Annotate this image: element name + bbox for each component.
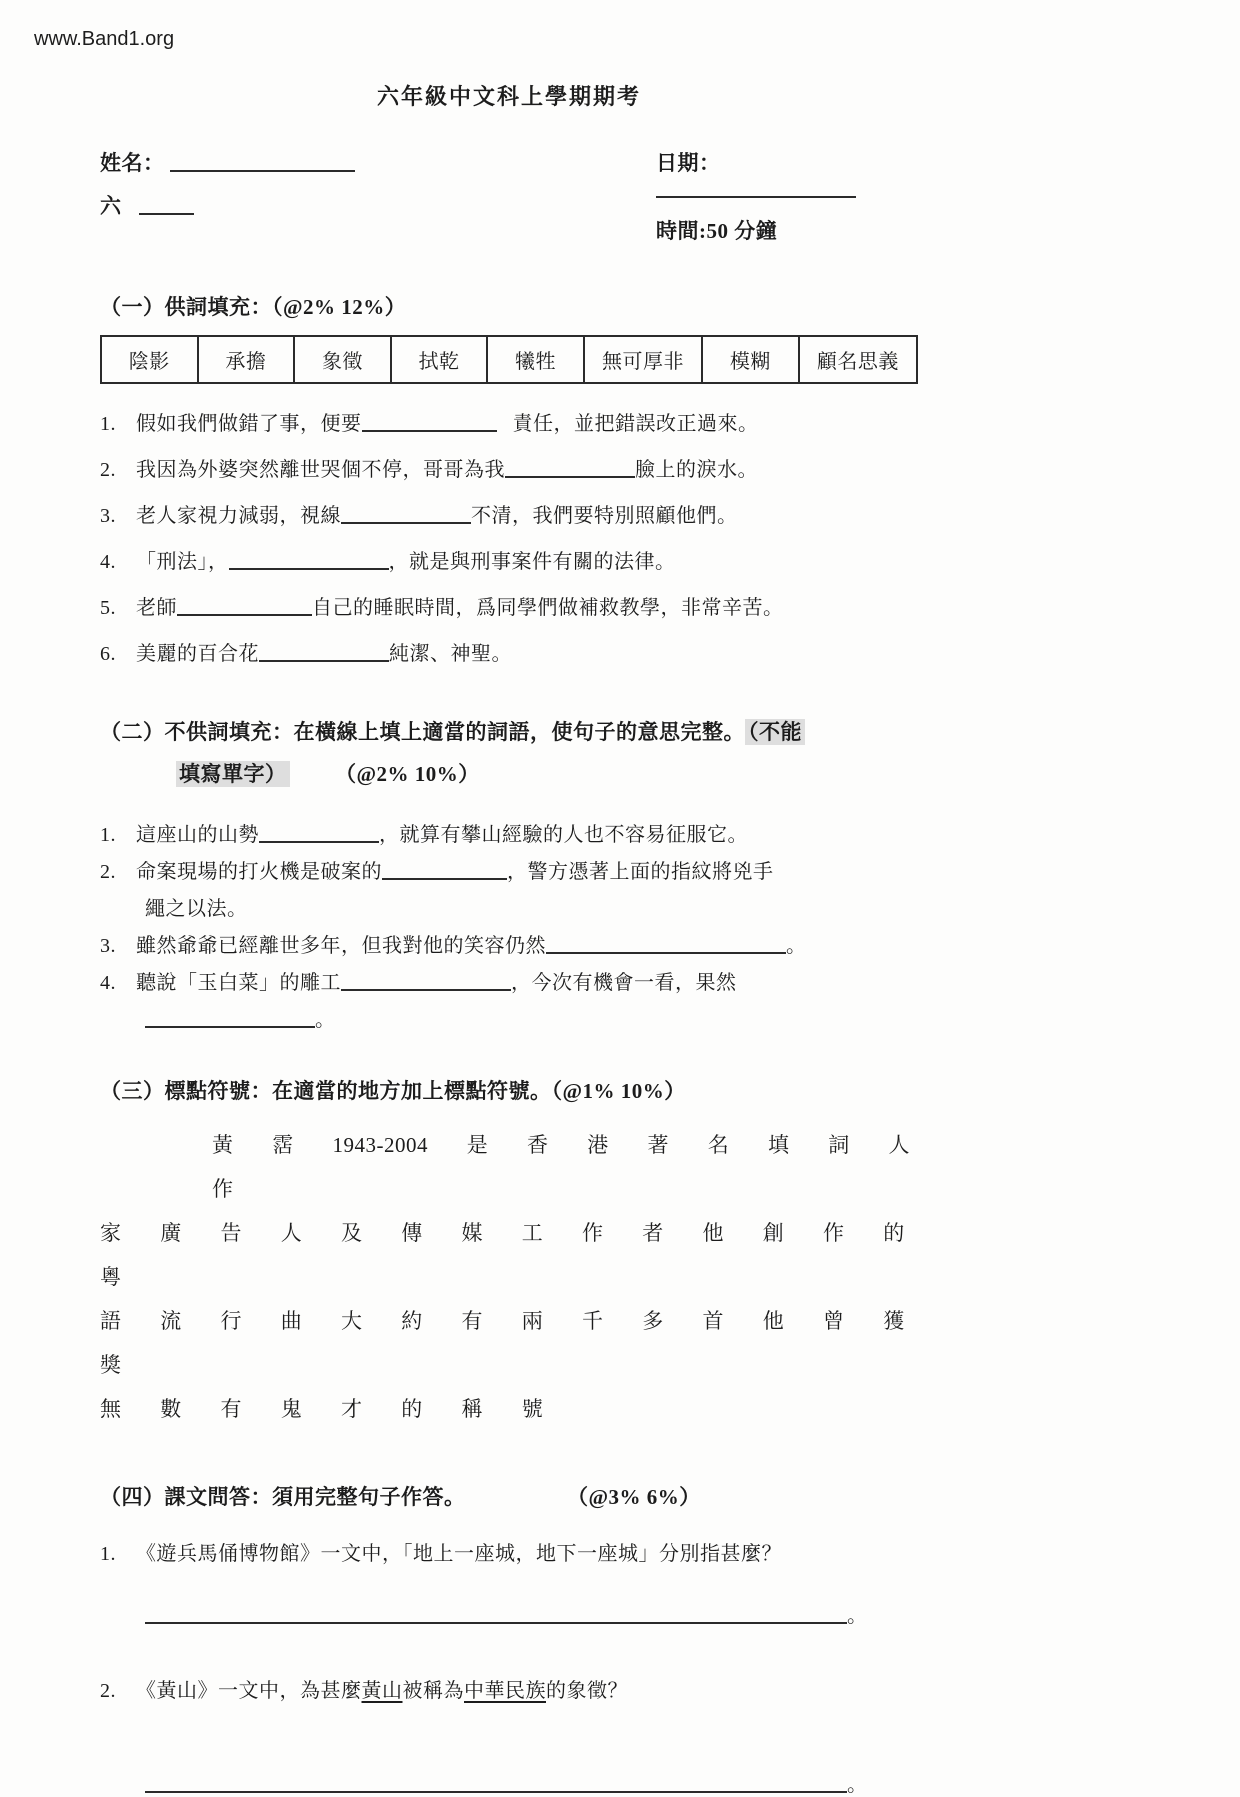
question-number: 6. xyxy=(100,643,116,665)
question-text: 不清，我們要特別照顧他們。 xyxy=(471,505,738,527)
answer-blank xyxy=(229,552,389,570)
punctuation-line: 無 數 有 鬼 才 的 稱 號 xyxy=(100,1397,544,1421)
question-row xyxy=(100,640,918,669)
answer-blank xyxy=(341,973,511,991)
word-bank-item: 犧牲 xyxy=(487,336,584,383)
underlined-term: 黃山 xyxy=(361,1680,403,1702)
question-text: ，警方憑著上面的指紋將兇手 xyxy=(507,861,774,883)
question-number: 2. xyxy=(100,1680,116,1702)
question-row xyxy=(100,1676,918,1706)
header-right xyxy=(656,147,918,245)
question-continuation xyxy=(145,1006,918,1035)
period: 。 xyxy=(847,1774,868,1796)
section2-heading-highlight: 填寫單字） xyxy=(176,761,290,787)
question-number: 4. xyxy=(100,551,116,573)
question-text: 。 xyxy=(786,935,807,957)
exam-header xyxy=(100,147,918,245)
question-text: 責任，並把錯誤改正過來。 xyxy=(512,413,759,435)
answer-blank xyxy=(259,825,379,843)
question-number: 1. xyxy=(100,413,116,435)
name-label: 姓名： xyxy=(100,151,165,175)
question-number: 2. xyxy=(100,459,116,481)
answer-blank xyxy=(145,1775,847,1793)
underlined-term: 中華民族 xyxy=(464,1680,546,1702)
question-text: 命案現場的打火機是破案的 xyxy=(136,861,382,883)
word-bank-item: 承擔 xyxy=(198,336,295,383)
punctuation-line: 語 流 行 曲 大 約 有 兩 千 多 首 他 曾 獲 獎 xyxy=(100,1309,905,1377)
watermark-text: www.Band1.org xyxy=(34,28,175,50)
word-bank-item: 象徵 xyxy=(294,336,391,383)
punctuation-exercise xyxy=(100,1123,918,1431)
question-text: 聽說「玉白菜」的雕工 xyxy=(136,972,341,994)
word-bank-row xyxy=(101,336,917,383)
question-number: 3. xyxy=(100,935,116,957)
question-text: 假如我們做錯了事，便要 xyxy=(136,413,362,435)
question-row xyxy=(100,456,918,485)
question-number: 1. xyxy=(100,1543,116,1565)
question-text: 「刑法」， xyxy=(136,551,229,573)
word-bank-item: 陰影 xyxy=(101,336,198,383)
question-number: 5. xyxy=(100,597,116,619)
date-field xyxy=(656,147,918,202)
question-text: ，就算有攀山經驗的人也不容易征服它。 xyxy=(379,824,748,846)
answer-blank xyxy=(382,862,507,880)
class-label: 六 xyxy=(100,194,122,218)
section2-marks: （@2% 10%） xyxy=(345,762,480,786)
question-text: 被稱為 xyxy=(402,1680,464,1702)
period: 。 xyxy=(847,1605,868,1627)
punctuation-line: 黃 霑 1943-2004 是 香 港 著 名 填 詞 人 作 xyxy=(212,1133,910,1201)
date-label: 日期： xyxy=(656,151,721,175)
header-left xyxy=(100,147,355,245)
question-row xyxy=(100,821,918,850)
question-text: 這座山的山勢 xyxy=(136,824,259,846)
section4-heading xyxy=(100,1481,918,1513)
date-blank-line xyxy=(656,180,856,198)
punctuation-line: 家 廣 告 人 及 傳 媒 工 作 者 他 創 作 的 粵 xyxy=(100,1221,905,1289)
section2-questions xyxy=(100,821,918,1035)
section3-heading: （三）標點符號：在適當的地方加上標點符號。（@1% 10%） xyxy=(100,1079,686,1103)
answer-blank xyxy=(341,506,471,524)
section4-heading-text: （四）課文問答：須用完整句子作答。 xyxy=(100,1485,466,1509)
exam-title: 六年級中文科上學期期考 xyxy=(376,84,641,109)
answer-blank xyxy=(177,598,312,616)
section1-questions xyxy=(100,410,918,669)
question-text: 的象徵？ xyxy=(546,1680,628,1702)
class-blank-line xyxy=(139,197,194,215)
section2-heading-highlight: （不能 xyxy=(745,719,805,745)
word-bank-table xyxy=(100,335,918,384)
answer-blank xyxy=(145,1606,847,1624)
answer-blank xyxy=(362,414,497,432)
question-text: 老師 xyxy=(136,597,177,619)
question-row xyxy=(100,410,918,439)
question-text: 《黃山》一文中，為甚麼 xyxy=(136,1680,362,1702)
question-text: 臉上的淚水。 xyxy=(635,459,758,481)
exam-content xyxy=(100,0,918,1797)
section2-heading-text: （二）不供詞填充：在橫線上填上適當的詞語，使句子的意思完整。 xyxy=(100,720,745,744)
question-text: 我因為外婆突然離世哭個不停，哥哥為我 xyxy=(136,459,505,481)
question-text: 。 xyxy=(315,1009,336,1031)
name-field xyxy=(100,147,355,177)
question-row xyxy=(100,858,918,887)
question-text: 純潔、神聖。 xyxy=(389,643,512,665)
question-text: 美麗的百合花 xyxy=(136,643,259,665)
class-field xyxy=(100,190,355,220)
question-text: 《遊兵馬俑博物館》一文中，「地上一座城，地下一座城」分別指甚麼？ xyxy=(136,1543,782,1565)
word-bank-item: 無可厚非 xyxy=(584,336,702,383)
question-row xyxy=(100,594,918,623)
question-row xyxy=(100,502,918,531)
question-continuation: 繩之以法。 xyxy=(145,898,248,920)
question-number: 2. xyxy=(100,861,116,883)
answer-line xyxy=(145,1768,918,1797)
section4-marks: （@3% 6%） xyxy=(577,1485,701,1509)
word-bank-item: 模糊 xyxy=(702,336,799,383)
question-row xyxy=(100,548,918,577)
answer-blank xyxy=(505,460,635,478)
word-bank-item: 顧名思義 xyxy=(799,336,917,383)
answer-blank xyxy=(145,1010,315,1028)
answer-blank xyxy=(259,644,389,662)
question-number: 4. xyxy=(100,972,116,994)
question-text: 自己的睡眠時間，爲同學們做補救教學，非常辛苦。 xyxy=(312,597,784,619)
question-row xyxy=(100,932,918,961)
name-blank-line xyxy=(170,154,355,172)
question-number: 1. xyxy=(100,824,116,846)
answer-blank xyxy=(546,936,786,954)
question-text: ，今次有機會一看，果然 xyxy=(511,972,737,994)
section1-heading: （一）供詞填充：（@2% 12%） xyxy=(100,295,407,319)
section2-heading-line1 xyxy=(100,711,918,753)
section2-heading xyxy=(100,711,918,795)
time-field xyxy=(656,215,918,245)
question-number: 3. xyxy=(100,505,116,527)
section2-heading-line2 xyxy=(176,753,918,795)
question-row xyxy=(100,1539,918,1569)
word-bank-item: 拭乾 xyxy=(391,336,488,383)
question-text: 雖然爺爺已經離世多年，但我對他的笑容仍然 xyxy=(136,935,546,957)
question-row xyxy=(100,969,918,998)
answer-line xyxy=(145,1599,918,1628)
question-text: 老人家視力減弱，視線 xyxy=(136,505,341,527)
question-text: ，就是與刑事案件有關的法律。 xyxy=(388,551,676,573)
time-label: 時間:50 分鐘 xyxy=(656,219,778,243)
